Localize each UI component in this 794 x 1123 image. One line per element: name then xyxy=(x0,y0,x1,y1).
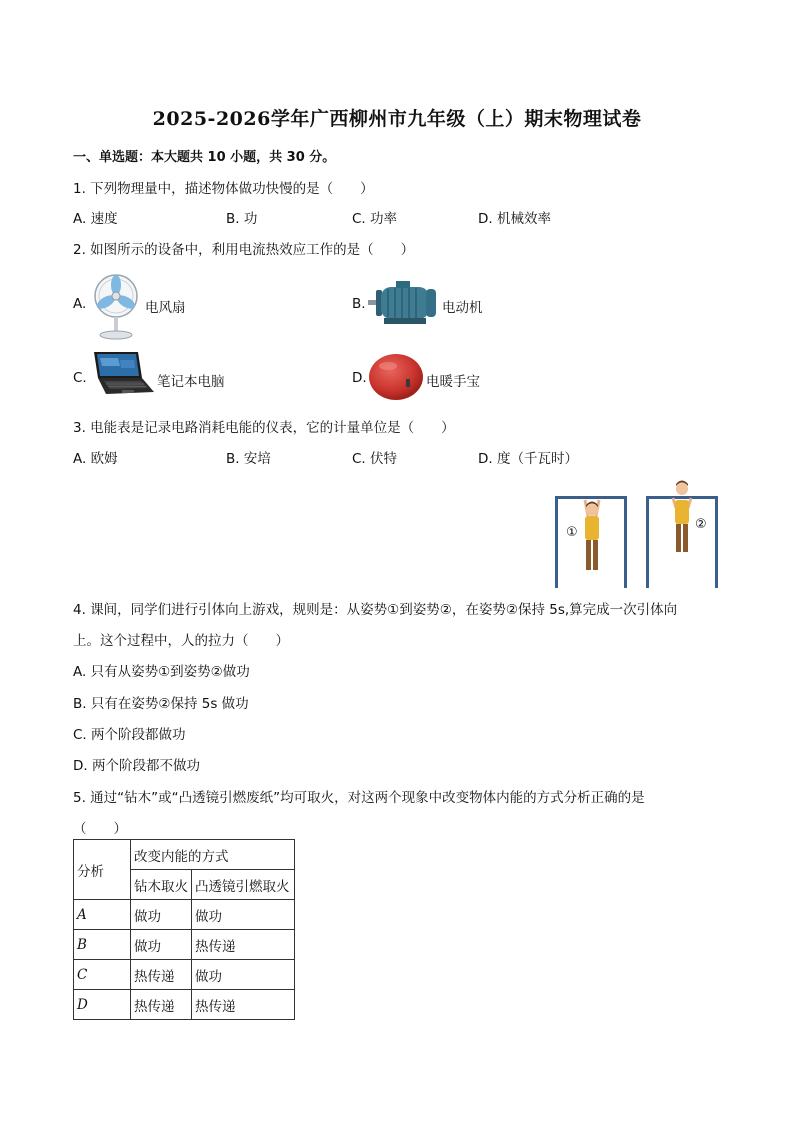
question-1-option-d[interactable]: D. 机械效率 xyxy=(478,211,551,227)
table-row-label: C xyxy=(74,960,131,990)
section-heading: 一、单选题：本大题共 10 小题，共 30 分。 xyxy=(73,150,336,165)
table-row-label: B xyxy=(74,930,131,960)
table-cell: 做功 xyxy=(131,900,192,930)
table-row xyxy=(74,930,295,960)
table-group-header: 改变内能的方式 xyxy=(131,840,295,870)
question-3-option-b[interactable]: B. 安培 xyxy=(226,451,271,467)
question-2-option-d-letter[interactable]: D. xyxy=(352,370,367,386)
question-2-option-d-label[interactable]: 电暖手宝 xyxy=(426,374,480,390)
question-2-option-b-letter[interactable]: B. xyxy=(352,296,366,312)
table-cell: 热传递 xyxy=(192,930,295,960)
table-row-label: A xyxy=(74,900,131,930)
question-2-option-c-label[interactable]: 笔记本电脑 xyxy=(157,374,225,390)
question-1-option-b[interactable]: B. 功 xyxy=(226,211,258,227)
table-row-label: D xyxy=(74,990,131,1020)
table-col-header-1: 钻木取火 xyxy=(131,870,192,900)
table-row xyxy=(74,900,295,930)
pose-2-label: ② xyxy=(695,517,707,532)
question-3-option-d[interactable]: D. 度（千瓦时） xyxy=(478,451,578,467)
electric-fan-icon xyxy=(90,272,142,340)
question-2-option-c-letter[interactable]: C. xyxy=(73,370,87,386)
pull-up-figure xyxy=(552,478,724,590)
table-corner-cell: 分析 xyxy=(74,840,131,900)
answer-table xyxy=(73,839,295,1020)
question-1-option-a[interactable]: A. 速度 xyxy=(73,211,118,227)
question-1-stem: 1. 下列物理量中，描述物体做功快慢的是（ ） xyxy=(73,181,374,197)
question-4-stem-line-1: 4. 课间，同学们进行引体向上游戏，规则是：从姿势①到姿势②，在姿势②保持 5s,算完成一次引体向 xyxy=(73,602,678,618)
table-row xyxy=(74,990,295,1020)
question-5-stem-line-1: 5. 通过“钻木”或“凸透镜引燃废纸”均可取火，对这两个现象中改变物体内能的方式分析正确的是 xyxy=(73,790,645,806)
question-3-option-c[interactable]: C. 伏特 xyxy=(352,451,398,467)
question-2-option-a-letter[interactable]: A. xyxy=(73,296,87,312)
table-row xyxy=(74,960,295,990)
laptop-icon xyxy=(88,350,156,398)
question-4-option-a[interactable]: A. 只有从姿势①到姿势②做功 xyxy=(73,664,250,680)
table-col-header-2: 凸透镜引燃取火 xyxy=(192,870,295,900)
question-4-stem-line-2: 上。这个过程中，人的拉力（ ） xyxy=(73,633,289,649)
question-3-stem: 3. 电能表是记录电路消耗电能的仪表，它的计量单位是（ ） xyxy=(73,420,455,436)
page-title: 2025-2026学年广西柳州市九年级（上）期末物理试卷 xyxy=(152,108,642,130)
electric-motor-icon xyxy=(368,280,440,326)
question-5-stem-line-2: （ ） xyxy=(73,821,127,837)
question-3-option-a[interactable]: A. 欧姆 xyxy=(73,451,118,467)
table-cell: 热传递 xyxy=(192,990,295,1020)
table-cell: 做功 xyxy=(192,960,295,990)
question-2-option-b-label[interactable]: 电动机 xyxy=(442,300,483,316)
question-1-option-c[interactable]: C. 功率 xyxy=(352,211,398,227)
hand-warmer-icon xyxy=(368,352,424,402)
table-cell: 做功 xyxy=(131,930,192,960)
question-4-option-c[interactable]: C. 两个阶段都做功 xyxy=(73,727,186,743)
question-2-option-a-label[interactable]: 电风扇 xyxy=(145,300,186,316)
question-2-stem: 2. 如图所示的设备中，利用电流热效应工作的是（ ） xyxy=(73,242,415,258)
pose-1-label: ① xyxy=(566,525,578,540)
question-4-option-b[interactable]: B. 只有在姿势②保持 5s 做功 xyxy=(73,696,249,712)
table-cell: 热传递 xyxy=(131,960,192,990)
table-cell: 做功 xyxy=(192,900,295,930)
table-cell: 热传递 xyxy=(131,990,192,1020)
question-4-option-d[interactable]: D. 两个阶段都不做功 xyxy=(73,758,200,774)
